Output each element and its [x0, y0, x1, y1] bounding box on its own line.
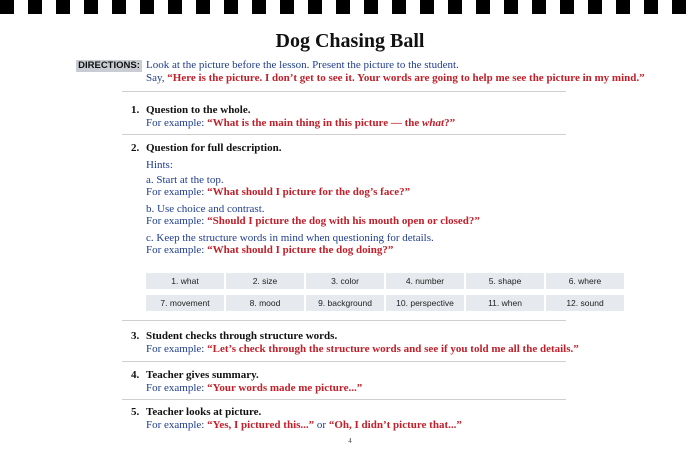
example-quote: “Oh, I didn’t picture that...”: [328, 419, 462, 431]
structure-word-perspective: 10. perspective: [386, 295, 464, 311]
structure-word-background: 9. background: [306, 295, 384, 311]
page-title: Dog Chasing Ball: [275, 30, 425, 52]
example-prefix: For example:: [146, 382, 208, 394]
directions-line-2: [146, 72, 645, 85]
hint-c: c. Keep the structure words in mind when questioning for details.: [146, 232, 434, 244]
divider: [122, 399, 566, 400]
divider: [122, 134, 566, 135]
page-number: 4: [348, 437, 352, 445]
example-quote: “What should I picture the dog doing?”: [207, 244, 394, 256]
step-4-example: [146, 382, 362, 394]
directions-say: Say,: [146, 72, 168, 84]
structure-word-where: 6. where: [546, 273, 624, 289]
step-3-heading: Student checks through structure words.: [146, 330, 338, 342]
structure-word-color: 3. color: [306, 273, 384, 289]
divider: [122, 320, 566, 321]
example-quote: “What should I picture for the dog’s face?”: [207, 186, 411, 198]
example-quote: “Should I picture the dog with his mouth open or closed?”: [207, 215, 480, 227]
structure-word-mood: 8. mood: [226, 295, 304, 311]
example-connector: or: [314, 419, 329, 431]
directions-text: [146, 59, 645, 85]
hint-b-example: [146, 215, 480, 227]
directions-quote: “Here is the picture. I don’t get to see it. Your words are going to help me see the picture in my mind.”: [167, 72, 645, 84]
example-prefix: For example:: [146, 343, 208, 355]
structure-word-number: 4. number: [386, 273, 464, 289]
step-3-example: [146, 343, 579, 355]
example-quote: “Yes, I pictured this...”: [207, 419, 315, 431]
checkered-border: [0, 0, 700, 14]
structure-word-sound: 12. sound: [546, 295, 624, 311]
step-5-heading: Teacher looks at picture.: [146, 406, 262, 418]
directions-line-1: Look at the picture before the lesson. Present the picture to the student.: [146, 59, 459, 71]
example-prefix: For example:: [146, 419, 208, 431]
example-quote: “Your words made me picture...”: [207, 382, 363, 394]
hints-label: Hints:: [146, 159, 173, 171]
example-quote: “What is the main thing in this picture — the what?”: [207, 117, 456, 129]
structure-word-size: 2. size: [226, 273, 304, 289]
example-prefix: For example:: [146, 244, 208, 256]
example-prefix: For example:: [146, 215, 208, 227]
step-4-number: 4.: [131, 369, 140, 381]
hint-a-example: [146, 186, 410, 198]
divider: [122, 91, 566, 92]
step-5-example: [146, 419, 462, 431]
step-1-heading: Question to the whole.: [146, 104, 251, 116]
structure-word-when: 11. when: [466, 295, 544, 311]
hint-c-example: [146, 244, 393, 256]
step-2-number: 2.: [131, 142, 140, 154]
divider: [122, 361, 566, 362]
example-prefix: For example:: [146, 186, 208, 198]
hint-a: a. Start at the top.: [146, 174, 224, 186]
step-1-example: [146, 117, 455, 129]
step-5-number: 5.: [131, 406, 140, 418]
step-1-number: 1.: [131, 104, 140, 116]
step-3-number: 3.: [131, 330, 140, 342]
directions-label: DIRECTIONS:: [76, 60, 142, 72]
step-2-heading: Question for full description.: [146, 142, 282, 154]
structure-word-what: 1. what: [146, 273, 224, 289]
example-quote: “Let’s check through the structure words and see if you told me all the details.”: [207, 343, 579, 355]
hint-b: b. Use choice and contrast.: [146, 203, 265, 215]
structure-word-shape: 5. shape: [466, 273, 544, 289]
structure-word-movement: 7. movement: [146, 295, 224, 311]
step-4-heading: Teacher gives summary.: [146, 369, 259, 381]
example-prefix: For example:: [146, 117, 208, 129]
